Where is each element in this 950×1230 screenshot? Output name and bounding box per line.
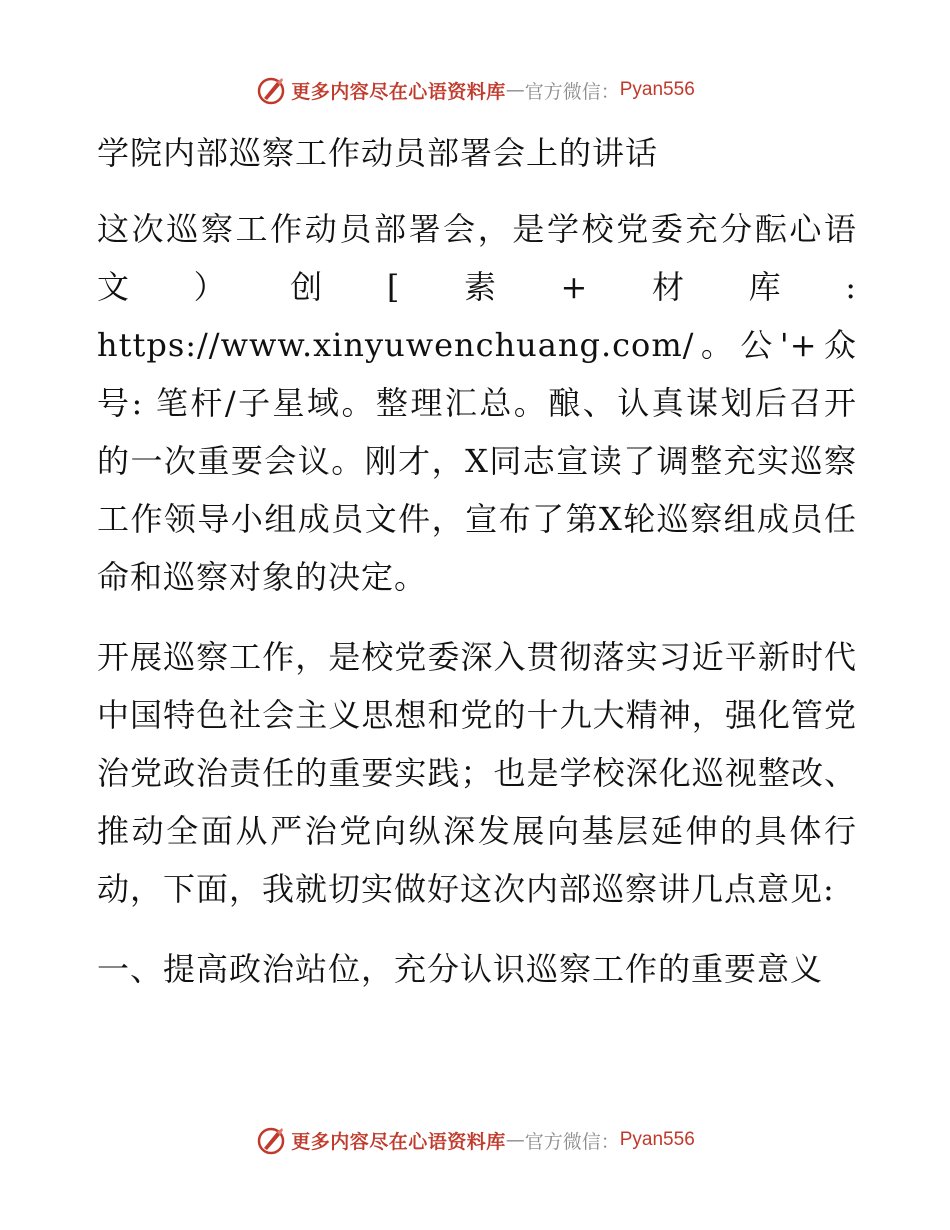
banner-dash: —: [505, 1129, 525, 1151]
document-title: 学院内部巡察工作动员部署会上的讲话: [97, 134, 659, 172]
banner-wechat-label: 官方微信：: [524, 1130, 620, 1153]
footer-banner: [0, 1120, 950, 1160]
document-body: [97, 124, 857, 998]
paragraph-1: 这次巡察工作动员部署会，是学校党委充分酝心语文）创[素+材库: https://www.xinyuwenchuang.com/。公'+众号: 笔杆/子星域。整理汇总。酿、认真谋划后召开的一次重要会议。刚才，X同志宣读了调整充实巡察工作领导小组成员文件，宣布了第X轮巡察组成员任命和巡察对象的决定。: [97, 210, 857, 596]
banner-main-text: 更多内容尽在心语资料库: [291, 80, 506, 103]
quill-logo-icon: [255, 1124, 287, 1156]
paragraph-2: 开展巡察工作，是校党委深入贯彻落实习近平新时代中国特色社会主义思想和党的十九大精神，强化管党治党政治责任的重要实践；也是学校深化巡视整改、推动全面从严治党向纵深发展向基层延伸的具体行动，下面，我就切实做好这次内部巡察讲几点意见:: [97, 638, 857, 908]
banner-wechat-label: 官方微信：: [524, 80, 620, 103]
banner-wechat-id: Pyan556: [619, 79, 695, 100]
header-banner: [0, 70, 950, 110]
banner-wechat-id: Pyan556: [619, 1129, 695, 1150]
banner-dash: —: [505, 79, 525, 101]
quill-logo-icon: [255, 74, 287, 106]
banner-main-text: 更多内容尽在心语资料库: [291, 1130, 506, 1153]
section-heading: 一、提高政治站位，充分认识巡察工作的重要意义: [97, 950, 824, 988]
